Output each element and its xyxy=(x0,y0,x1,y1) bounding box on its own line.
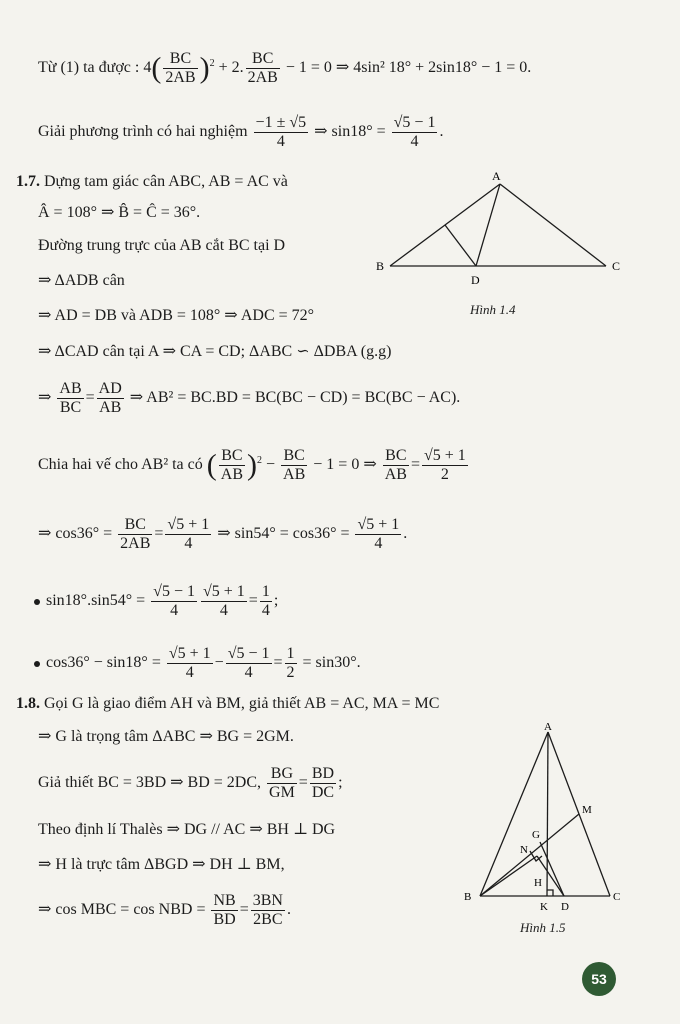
text: Từ (1) ta được : 4 xyxy=(38,59,152,77)
line-product: sin18°.sin54° = $\frac{√5 - 1}{4}$ $\frac{√5 + 1}{4}$ = $\frac{1}{4}$ ; xyxy=(34,583,278,620)
fraction: $\frac{BC}{2AB}$ xyxy=(247,50,278,86)
line-ratio: ⇒ $\frac{AB}{BC}$ = $\frac{AD}{AB}$ ⇒ AB² = BC.BD = BC(BC − CD) = BC(BC − AC). xyxy=(38,380,461,416)
label-a: A xyxy=(544,721,552,733)
side-ac xyxy=(500,184,606,266)
text: Dựng tam giác cân ABC, AB = AC và xyxy=(44,173,288,190)
label-b: B xyxy=(376,259,385,273)
line-divide: Chia hai vế cho AB² ta có ( $\frac{BC}{AB}$ )$^2$ − $\frac{BC}{AB}$ − 1 = 0 ⇒ $\frac{BC}{AB}$ = $\frac{√5 + 1}{2}$ xyxy=(38,447,466,483)
line-cos36: ⇒ cos36° = $\frac{BC}{2AB}$ = $\frac{√5 + 1}{4}$ ⇒ sin54° = cos36° = $\frac{√5 + 1}{4}$ . xyxy=(38,516,408,552)
line-thales: Theo định lí Thalès ⇒ DG // AC ⇒ BH ⊥ DG xyxy=(38,821,336,838)
text: ⇒ sin18° = xyxy=(314,123,386,141)
text: Giải phương trình có hai nghiệm xyxy=(38,123,248,141)
label-k: K xyxy=(540,901,548,913)
line-cos-mbc: ⇒ cos MBC = cos NBD = $\frac{NB}{BD}$ = $\frac{3BN}{2BC}$ . xyxy=(38,892,291,928)
figure-1-4-caption: Hình 1.4 xyxy=(470,302,516,317)
problem-label: 1.7. xyxy=(16,173,40,190)
label-m: M xyxy=(582,804,592,816)
line-perpendicular-bisector: Đường trung trực của AB cắt BC tại D xyxy=(38,237,286,254)
segment-gd xyxy=(540,842,564,896)
label-h: H xyxy=(534,877,542,889)
label-c: C xyxy=(613,891,621,903)
fraction: $\frac{BC}{2AB}$ xyxy=(165,50,196,86)
line-angles: Â = 108° ⇒ B̂ = Ĉ = 36°. xyxy=(38,204,201,221)
text: − 1 = 0 ⇒ 4sin² 18° + 2sin18° − 1 = 0. xyxy=(285,59,532,77)
line-bc-3bd: Giả thiết BC = 3BD ⇒ BD = 2DC, $\frac{BG}{GM}$ = $\frac{BD}{DC}$ ; xyxy=(38,765,343,801)
perpendicular-bisector xyxy=(445,225,476,266)
equation-line-2: Giải phương trình có hai nghiệm $\frac{-1 \pm √5}{4}$ ⇒ sin18° = $\frac{√5 - 1}{4}$ . xyxy=(38,114,444,150)
text: Gọi G là giao điểm AH và BM, giả thiết AB = AC, MA = MC xyxy=(44,695,440,712)
bullet-icon xyxy=(34,661,40,667)
line-isosceles: ⇒ ΔADB cân xyxy=(38,272,125,289)
line-similar: ⇒ ΔCAD cân tại A ⇒ CA = CD; ΔABC ∽ ΔDBA (g.g) xyxy=(38,343,392,360)
equation-line-1: Từ (1) ta được : 4( $\frac{BC}{2AB}$ )$^2$ + 2. $\frac{BC}{2AB}$ − 1 = 0 ⇒ 4sin² 18° + 2sin18° − 1 = 0. xyxy=(38,50,532,86)
median-bm xyxy=(480,814,579,896)
right-angle-mark-k xyxy=(547,890,553,896)
problem-1-7-heading xyxy=(16,172,288,192)
line-angle-adb: ⇒ AD = DB và ADB = 108° ⇒ ADC = 72° xyxy=(38,307,315,324)
fraction: $\frac{-1 \pm √5}{4}$ xyxy=(255,114,307,150)
line-centroid: ⇒ G là trọng tâm ΔABC ⇒ BG = 2GM. xyxy=(38,728,294,745)
label-n: N xyxy=(520,844,528,856)
label-b: B xyxy=(464,891,472,903)
label-d: D xyxy=(471,273,480,287)
problem-label: 1.8. xyxy=(16,695,40,712)
label-a: A xyxy=(492,169,501,183)
label-g: G xyxy=(532,829,540,841)
page-number-badge: 53 xyxy=(582,962,616,996)
figure-1-5-caption: Hình 1.5 xyxy=(520,920,566,935)
bullet-icon xyxy=(34,599,40,605)
figure-1-5 xyxy=(460,720,635,920)
label-c: C xyxy=(612,259,621,273)
fraction: $\frac{√5 - 1}{4}$ xyxy=(393,114,436,150)
text: + 2. xyxy=(218,59,244,77)
problem-1-8-heading xyxy=(16,694,439,714)
figure-1-4 xyxy=(374,168,634,288)
label-d: D xyxy=(561,901,569,913)
segment-ad xyxy=(476,184,500,266)
line-difference: cos36° − sin18° = $\frac{√5 + 1}{4}$ − $\frac{√5 - 1}{4}$ = $\frac{1}{2}$ = sin30°. xyxy=(34,645,361,682)
line-orthocenter: ⇒ H là trực tâm ΔBGD ⇒ DH ⊥ BM, xyxy=(38,856,285,873)
